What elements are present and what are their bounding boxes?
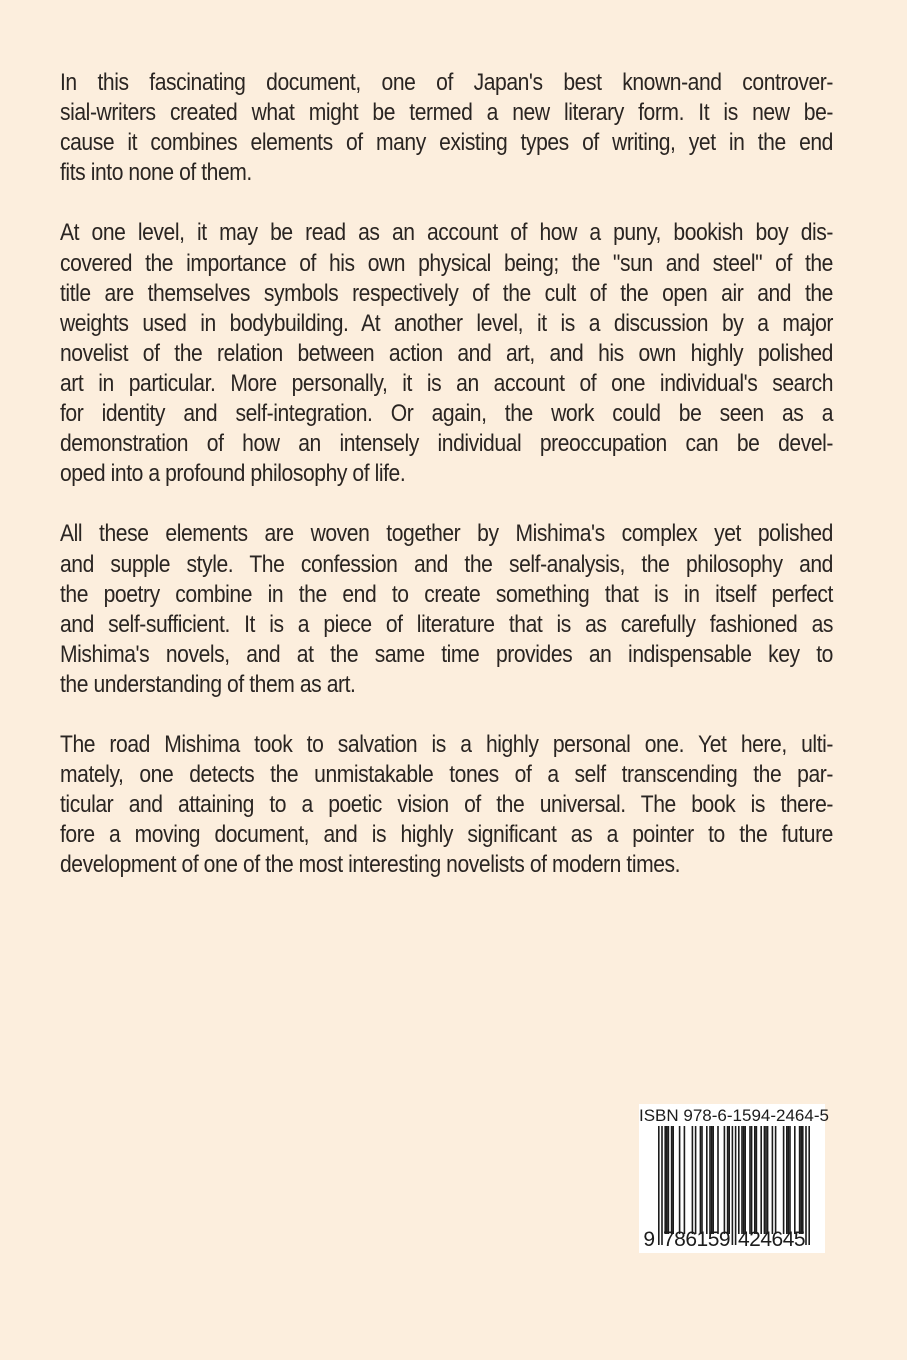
text-line: and self-sufficient. It is a piece of literature that is as carefully fashioned as — [60, 610, 833, 638]
text-line: fore a moving document, and is highly significant as a pointer to the future — [60, 821, 833, 849]
text-line: All these elements are woven together by Mishima's complex yet polished — [60, 520, 833, 548]
text-line: for identity and self-integration. Or again, the work could be seen as a — [60, 400, 833, 428]
barcode-digit-first: 9 — [643, 1228, 655, 1251]
text-line: title are themselves symbols respectively of the cult of the open air and the — [60, 279, 833, 307]
text-line: ticular and attaining to a poetic vision of the universal. The book is there- — [60, 791, 833, 819]
text-line: Mishima's novels, and at the same time provides an indispensable key to — [60, 640, 833, 668]
barcode-digit-group2: 424645 — [738, 1228, 806, 1251]
text-line: the poetry combine in the end to create something that is in itself perfect — [60, 580, 833, 608]
text-line: cause it combines elements of many existing types of writing, yet in the end — [60, 129, 833, 157]
text-line: weights used in bodybuilding. At another level, it is a discussion by a major — [60, 309, 833, 337]
text-line: and supple style. The confession and the self-analysis, the philosophy and — [60, 550, 833, 578]
text-line: fits into none of them. — [60, 159, 252, 187]
text-line: art in particular. More personally, it is an account of one individual's search — [60, 369, 833, 397]
text-line: oped into a profound philosophy of life. — [60, 460, 406, 488]
paragraph — [60, 68, 833, 188]
text-line: At one level, it may be read as an account of how a puny, bookish boy dis- — [60, 219, 833, 247]
text-line: demonstration of how an intensely individual preoccupation can be devel- — [60, 430, 833, 458]
barcode-panel — [639, 1104, 829, 1253]
text-line: novelist of the relation between action and art, and his own highly polished — [60, 339, 833, 367]
text-line: the understanding of them as art. — [60, 670, 356, 698]
text-line: The road Mishima took to salvation is a highly personal one. Yet here, ulti- — [60, 731, 833, 759]
text-line: mately, one detects the unmistakable tones of a self transcending the par- — [60, 761, 833, 789]
paragraph — [60, 519, 833, 700]
text-line: development of one of the most interesting novelists of modern times. — [60, 851, 681, 879]
text-line: covered the importance of his own physical being; the "sun and steel" of the — [60, 249, 833, 277]
back-cover-text — [60, 68, 833, 881]
text-line: In this fascinating document, one of Japan's best known-and controver- — [60, 69, 833, 96]
paragraph — [60, 218, 833, 489]
text-line: sial-writers created what might be termed a new literary form. It is new be- — [60, 99, 833, 127]
paragraph — [60, 730, 833, 880]
barcode-digit-group1: 786159 — [663, 1228, 731, 1251]
isbn-label: ISBN 978-6-1594-2464-5 — [639, 1106, 829, 1125]
